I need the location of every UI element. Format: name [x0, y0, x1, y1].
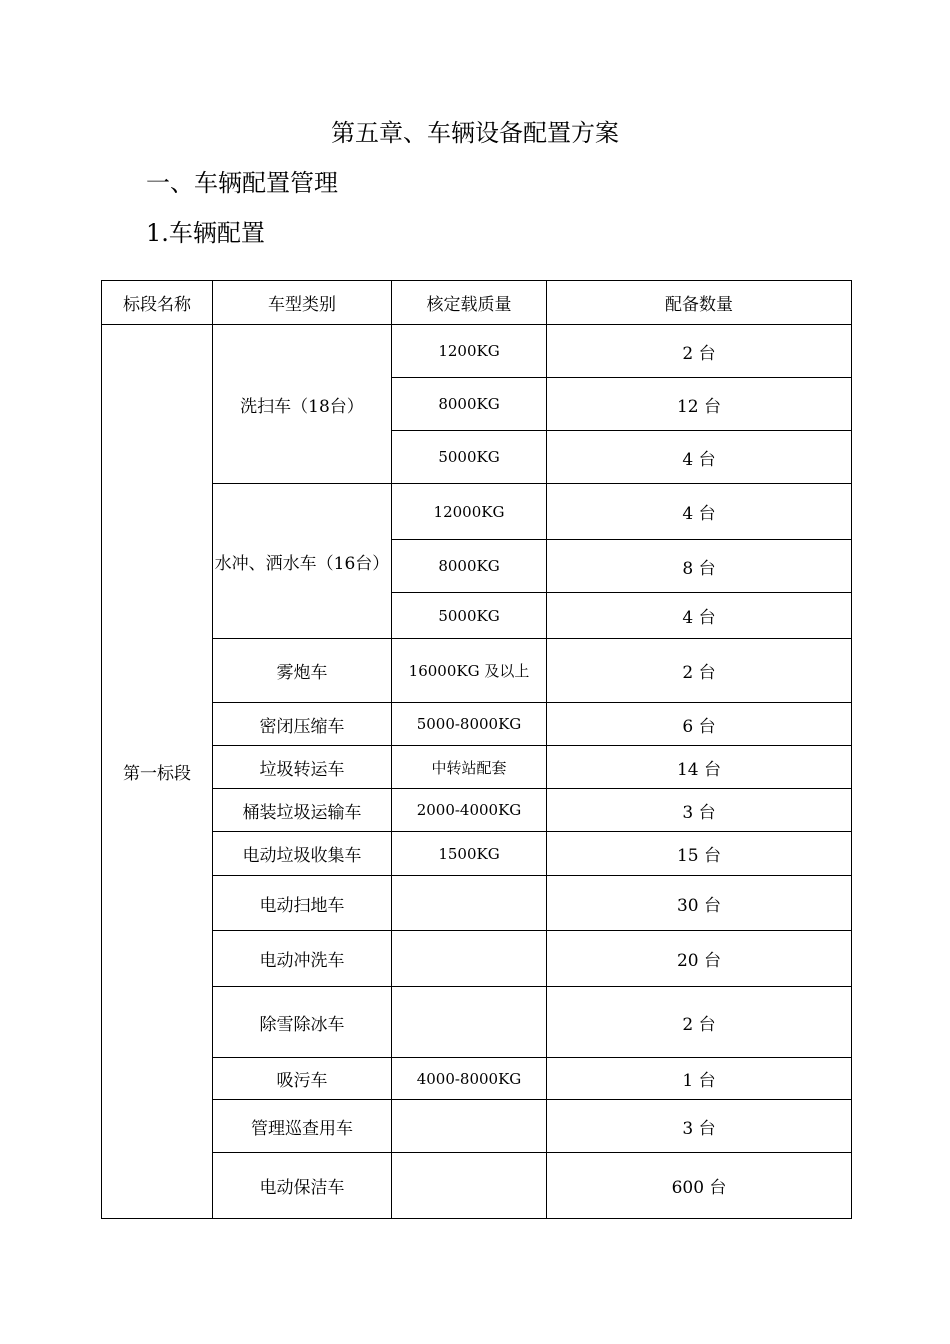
header-quantity: 配备数量 — [547, 281, 852, 325]
table-row — [102, 832, 852, 876]
capacity-cell: 5000-8000KG — [392, 703, 547, 746]
count-cell: 4 台 — [547, 484, 852, 540]
section-name-cell: 第一标段 — [102, 325, 213, 1219]
category-cell: 垃圾转运车 — [213, 746, 392, 789]
capacity-cell — [392, 1100, 547, 1153]
category-cell: 除雪除冰车 — [213, 987, 392, 1058]
capacity-cell — [392, 1153, 547, 1219]
category-cell: 电动冲洗车 — [213, 931, 392, 987]
capacity-cell: 5000KG — [392, 593, 547, 639]
header-rated-load: 核定载质量 — [392, 281, 547, 325]
category-cell: 电动保洁车 — [213, 1153, 392, 1219]
count-cell: 3 台 — [547, 1100, 852, 1153]
count-cell: 1 台 — [547, 1058, 852, 1100]
table-row — [102, 639, 852, 703]
count-cell: 30 台 — [547, 876, 852, 931]
vehicle-config-table — [101, 280, 852, 1219]
header-vehicle-type: 车型类别 — [213, 281, 392, 325]
capacity-cell: 5000KG — [392, 431, 547, 484]
capacity-cell: 8000KG — [392, 378, 547, 431]
table-row — [102, 746, 852, 789]
capacity-cell — [392, 987, 547, 1058]
capacity-cell: 1200KG — [392, 325, 547, 378]
capacity-cell — [392, 931, 547, 987]
table-row — [102, 325, 852, 378]
category-cell: 桶装垃圾运输车 — [213, 789, 392, 832]
table-row — [102, 876, 852, 931]
category-cell: 管理巡查用车 — [213, 1100, 392, 1153]
count-cell: 600 台 — [547, 1153, 852, 1219]
chapter-title: 第五章、车辆设备配置方案 — [331, 119, 619, 147]
capacity-cell: 中转站配套 — [392, 746, 547, 789]
category-cell: 洗扫车（18台） — [213, 325, 392, 484]
capacity-cell: 1500KG — [392, 832, 547, 876]
category-cell: 水冲、洒水车（16台） — [213, 484, 392, 639]
capacity-cell: 8000KG — [392, 540, 547, 593]
table-row — [102, 1058, 852, 1100]
subsection-title: 1.车辆配置 — [146, 219, 265, 247]
header-section-name: 标段名称 — [102, 281, 213, 325]
table-row — [102, 789, 852, 832]
count-cell: 14 台 — [547, 746, 852, 789]
table-row — [102, 1153, 852, 1219]
category-cell: 吸污车 — [213, 1058, 392, 1100]
capacity-cell: 2000-4000KG — [392, 789, 547, 832]
count-cell: 2 台 — [547, 325, 852, 378]
count-cell: 2 台 — [547, 987, 852, 1058]
count-cell: 2 台 — [547, 639, 852, 703]
table-header-row — [102, 281, 852, 325]
table-row — [102, 987, 852, 1058]
capacity-cell: 16000KG 及以上 — [392, 639, 547, 703]
count-cell: 4 台 — [547, 431, 852, 484]
table-row — [102, 1100, 852, 1153]
count-cell: 12 台 — [547, 378, 852, 431]
category-cell: 雾炮车 — [213, 639, 392, 703]
category-cell: 电动扫地车 — [213, 876, 392, 931]
table-row — [102, 484, 852, 540]
count-cell: 15 台 — [547, 832, 852, 876]
count-cell: 8 台 — [547, 540, 852, 593]
table-row — [102, 703, 852, 746]
capacity-cell: 12000KG — [392, 484, 547, 540]
section-title: 一、车辆配置管理 — [146, 169, 338, 197]
capacity-cell: 4000-8000KG — [392, 1058, 547, 1100]
category-cell: 电动垃圾收集车 — [213, 832, 392, 876]
category-cell: 密闭压缩车 — [213, 703, 392, 746]
count-cell: 4 台 — [547, 593, 852, 639]
count-cell: 3 台 — [547, 789, 852, 832]
table-row — [102, 931, 852, 987]
count-cell: 20 台 — [547, 931, 852, 987]
capacity-cell — [392, 876, 547, 931]
count-cell: 6 台 — [547, 703, 852, 746]
